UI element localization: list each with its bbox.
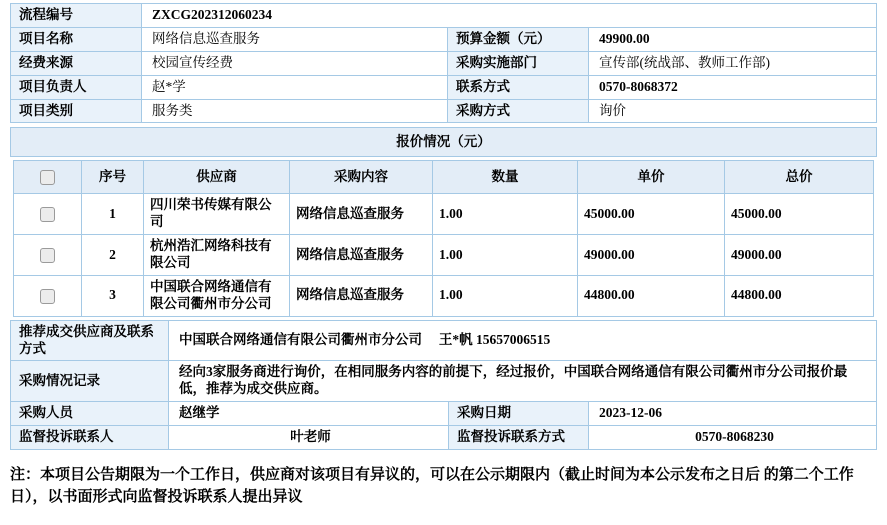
budget-label: 预算金额（元） — [448, 27, 589, 51]
quote-no: 3 — [82, 275, 144, 316]
table-row — [11, 361, 877, 402]
announcement-note: 注：本项目公告期限为一个工作日，供应商对该项目有异议的，可以在公示期限内（截止时间为本公示发布之日后 的第二个工作日），以书面形式向监督投诉联系人提出异议 — [10, 466, 854, 506]
row-checkbox[interactable] — [40, 248, 55, 263]
procurement-method-value: 询价 — [589, 99, 877, 123]
col-header-unit-price: 单价 — [578, 161, 725, 194]
quote-row — [14, 275, 874, 316]
quote-unit-price: 45000.00 — [578, 194, 725, 235]
quote-row — [14, 235, 874, 276]
select-all-checkbox[interactable] — [40, 170, 55, 185]
row-select-cell — [14, 235, 82, 276]
quote-total-price: 49000.00 — [725, 235, 874, 276]
col-header-content: 采购内容 — [290, 161, 433, 194]
table-row — [11, 27, 877, 51]
quote-row — [14, 194, 874, 235]
implementing-dept-label: 采购实施部门 — [448, 51, 589, 75]
budget-value: 49900.00 — [589, 27, 877, 51]
quote-no: 1 — [82, 194, 144, 235]
complaint-contact-label: 监督投诉联系人 — [11, 426, 169, 450]
buyer-label: 采购人员 — [11, 402, 169, 426]
complaint-phone-value: 0570-8068230 — [589, 426, 877, 450]
quote-content: 网络信息巡查服务 — [290, 275, 433, 316]
quote-total-price: 45000.00 — [725, 194, 874, 235]
col-header-total-price: 总价 — [725, 161, 874, 194]
col-header-no: 序号 — [82, 161, 144, 194]
quote-content: 网络信息巡查服务 — [290, 194, 433, 235]
procurement-record-value: 经向3家服务商进行询价，在相同服务内容的前提下，经过报价，中国联合网络通信有限公司衢州市分公司报价最低，推荐为成交供应商。 — [169, 361, 877, 402]
quote-unit-price: 44800.00 — [578, 275, 725, 316]
quote-content: 网络信息巡查服务 — [290, 235, 433, 276]
quote-unit-price: 49000.00 — [578, 235, 725, 276]
purchase-date-value: 2023-12-06 — [589, 402, 877, 426]
table-row — [11, 402, 877, 426]
project-leader-label: 项目负责人 — [11, 75, 142, 99]
project-leader-value: 赵*学 — [142, 75, 448, 99]
quote-qty: 1.00 — [433, 275, 578, 316]
summary-table — [10, 320, 877, 450]
project-name-value: 网络信息巡查服务 — [142, 27, 448, 51]
project-name-label: 项目名称 — [11, 27, 142, 51]
project-category-label: 项目类别 — [11, 99, 142, 123]
table-row — [11, 426, 877, 450]
funding-source-value: 校园宣传经费 — [142, 51, 448, 75]
quote-supplier: 四川荣书传媒有限公司 — [144, 194, 290, 235]
table-row — [11, 99, 877, 123]
quote-section-header — [10, 127, 877, 157]
quote-qty: 1.00 — [433, 194, 578, 235]
row-select-cell — [14, 275, 82, 316]
quote-qty: 1.00 — [433, 235, 578, 276]
quote-total-price: 44800.00 — [725, 275, 874, 316]
row-select-cell — [14, 194, 82, 235]
procurement-method-label: 采购方式 — [448, 99, 589, 123]
complaint-phone-label: 监督投诉联系方式 — [449, 426, 589, 450]
process-number-label: 流程编号 — [11, 4, 142, 28]
purchase-date-label: 采购日期 — [449, 402, 589, 426]
contact-label: 联系方式 — [448, 75, 589, 99]
project-category-value: 服务类 — [142, 99, 448, 123]
row-checkbox[interactable] — [40, 289, 55, 304]
quote-table-header-row — [14, 161, 874, 194]
select-all-cell — [14, 161, 82, 194]
col-header-supplier: 供应商 — [144, 161, 290, 194]
table-row — [11, 320, 877, 361]
recommended-supplier-label: 推荐成交供应商及联系方式 — [11, 320, 169, 361]
process-number-value: ZXCG202312060234 — [142, 4, 877, 28]
quote-supplier: 杭州浩汇网络科技有限公司 — [144, 235, 290, 276]
buyer-value: 赵继学 — [169, 402, 449, 426]
project-info-table — [10, 3, 877, 123]
funding-source-label: 经费来源 — [11, 51, 142, 75]
row-checkbox[interactable] — [40, 207, 55, 222]
table-row — [11, 51, 877, 75]
col-header-qty: 数量 — [433, 161, 578, 194]
quote-table — [13, 160, 874, 316]
procurement-record-label: 采购情况记录 — [11, 361, 169, 402]
complaint-contact-value: 叶老师 — [169, 426, 449, 450]
table-row — [11, 4, 877, 28]
quote-no: 2 — [82, 235, 144, 276]
contact-value: 0570-8068372 — [589, 75, 877, 99]
quote-supplier: 中国联合网络通信有限公司衢州市分公司 — [144, 275, 290, 316]
quote-section-title: 报价情况（元） — [11, 128, 877, 157]
recommended-supplier-value: 中国联合网络通信有限公司衢州市分公司 王*帆 15657006515 — [169, 320, 877, 361]
implementing-dept-value: 宣传部(统战部、教师工作部) — [589, 51, 877, 75]
table-row — [11, 75, 877, 99]
